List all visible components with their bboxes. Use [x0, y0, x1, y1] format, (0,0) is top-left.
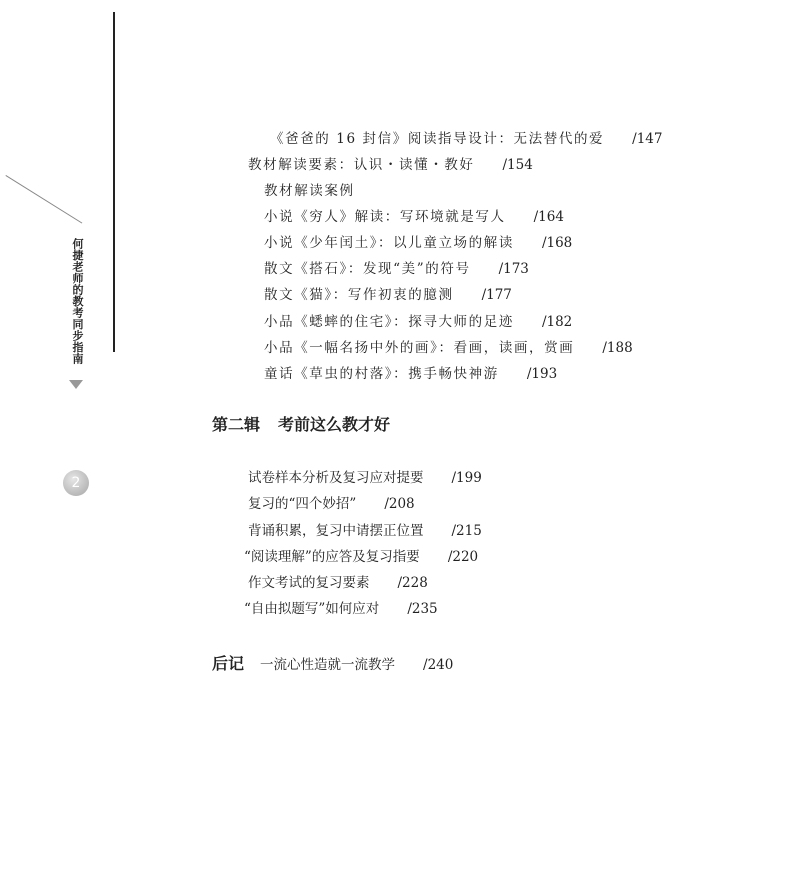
toc-entry-page: /177 [481, 287, 512, 303]
margin-rule [113, 12, 115, 352]
toc-entry-page: /173 [498, 261, 529, 277]
toc-entry-title: 作文考试的复习要素 [248, 575, 370, 591]
toc-entry [248, 469, 482, 487]
toc-entry-title: 散文《搭石》：发现“美”的符号 [264, 261, 471, 277]
afterword-page: /240 [423, 657, 454, 673]
toc-entry [264, 339, 633, 357]
section-label: 第二辑 [212, 415, 261, 434]
toc-subheading [264, 182, 355, 200]
toc-entry-title: 童话《草虫的村落》：携手畅快神游 [264, 366, 499, 382]
section-heading [212, 414, 390, 436]
toc-entry-title: “自由拟题写”如何应对 [244, 601, 380, 617]
toc-entry-page: /193 [526, 366, 558, 382]
toc-entry-page: /168 [541, 235, 573, 251]
toc-entry-title: 教材解读案例 [264, 183, 355, 199]
toc-entry-page: /215 [451, 523, 482, 539]
book-title-vertical: 何捷老师的教考同步指南 [71, 238, 84, 365]
toc-entry [264, 260, 529, 278]
toc-entry-title: 小说《穷人》解读：写环境就是写人 [264, 209, 506, 225]
afterword-title: 一流心性造就一流教学 [260, 657, 396, 673]
afterword-label: 后记 [212, 654, 245, 673]
toc-entry [264, 208, 564, 226]
toc-entry [244, 548, 478, 566]
toc-entry-page: /208 [384, 496, 415, 512]
toc-entry-page: /164 [533, 209, 564, 225]
triangle-down-icon [69, 380, 83, 389]
afterword-entry [212, 653, 453, 675]
toc-entry-title: 复习的“四个妙招” [248, 496, 357, 512]
toc-entry-title: 试卷样本分析及复习应对提要 [248, 470, 424, 486]
toc-entry-page: /182 [541, 314, 573, 330]
diagonal-rule [5, 175, 82, 224]
toc-entry [270, 130, 663, 148]
toc-entry-title: 《爸爸的 16 封信》阅读指导设计：无法替代的爱 [270, 131, 605, 147]
toc-entry [264, 313, 572, 331]
toc-entry-title: 背诵积累，复习中请摆正位置 [248, 523, 424, 539]
toc-entry-page: /235 [407, 601, 438, 617]
toc-entry [248, 574, 428, 592]
toc-entry [248, 522, 482, 540]
toc-entry [248, 495, 415, 513]
toc-entry-title: 散文《猫》：写作初衷的臆测 [264, 287, 454, 303]
toc-entry [264, 365, 557, 383]
page-number-badge: 2 [63, 470, 89, 496]
toc-entry-title: 小品《一幅名扬中外的画》：看画，读画，赏画 [264, 340, 575, 356]
toc-entry [248, 156, 533, 174]
toc-entry-title: 小说《少年闰土》：以儿童立场的解读 [264, 235, 514, 251]
toc-entry [244, 600, 438, 618]
toc-entry-page: /154 [502, 157, 533, 173]
toc-entry [264, 286, 512, 304]
toc-entry-page: /220 [447, 549, 479, 565]
toc-entry-page: /188 [602, 340, 633, 356]
toc-entry-page: /199 [451, 470, 482, 486]
toc-entry-page: /147 [632, 131, 663, 147]
toc-entry-title: 教材解读要素：认识・读懂・教好 [248, 157, 475, 173]
toc-entry-title: “阅读理解”的应答及复习指要 [244, 549, 420, 565]
toc-entry [264, 234, 572, 252]
toc-entry-page: /228 [397, 575, 428, 591]
toc-entry-title: 小品《蟋蟀的住宅》：探寻大师的足迹 [264, 314, 514, 330]
section-title: 考前这么教才好 [278, 415, 391, 434]
